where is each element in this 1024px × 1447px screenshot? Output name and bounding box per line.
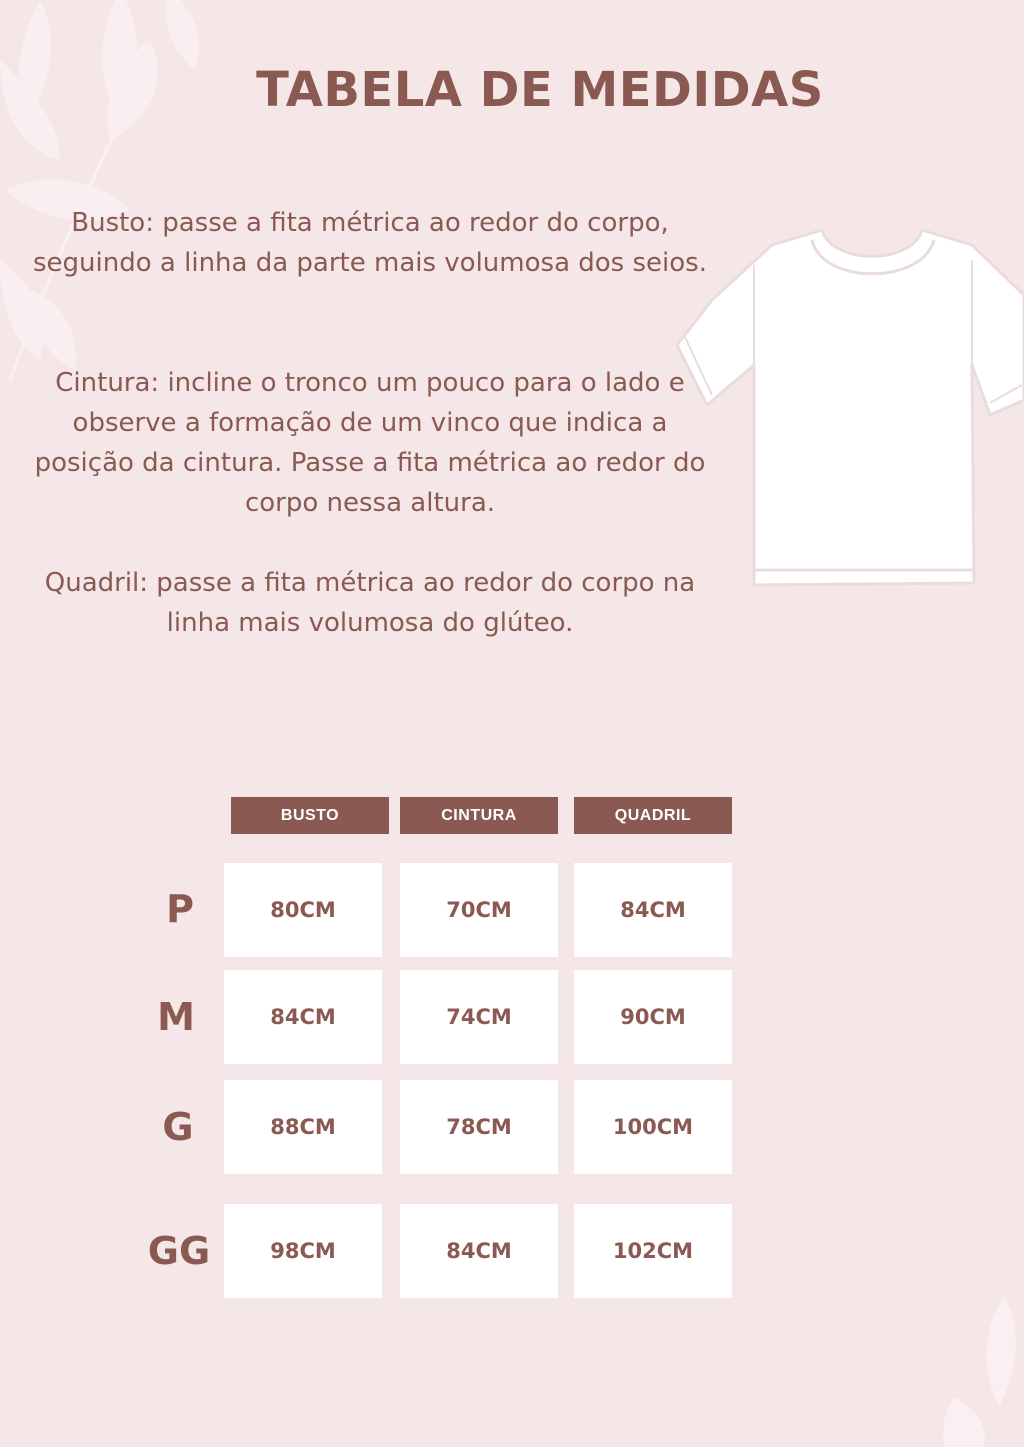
size-label-m: M: [157, 995, 195, 1039]
table-cell: 74CM: [400, 970, 558, 1064]
table-cell: 100CM: [574, 1080, 732, 1174]
table-cell: 102CM: [574, 1204, 732, 1298]
table-cell: 90CM: [574, 970, 732, 1064]
column-header-busto: BUSTO: [231, 797, 389, 834]
table-cell: 78CM: [400, 1080, 558, 1174]
table-cell: 88CM: [224, 1080, 382, 1174]
busto-description: Busto: passe a fita métrica ao redor do corpo, seguindo a linha da parte mais volumosa dos seios.: [33, 208, 707, 278]
table-cell: 84CM: [400, 1204, 558, 1298]
size-label-g: G: [162, 1105, 194, 1149]
cintura-description: Cintura: incline o tronco um pouco para o lado e observe a formação de um vinco que indica a posição da cintura. Passe a fita métrica ao redor do corpo nessa altura.: [34, 368, 706, 518]
table-cell: 98CM: [224, 1204, 382, 1298]
size-label-gg: GG: [147, 1229, 211, 1273]
table-cell: 84CM: [574, 863, 732, 957]
table-cell: 70CM: [400, 863, 558, 957]
quadril-description: Quadril: passe a fita métrica ao redor do corpo na linha mais volumosa do glúteo.: [44, 568, 696, 638]
column-header-quadril: QUADRIL: [574, 797, 732, 834]
page-title: TABELA DE MEDIDAS: [256, 62, 824, 118]
table-cell: 84CM: [224, 970, 382, 1064]
table-cell: 80CM: [224, 863, 382, 957]
column-header-cintura: CINTURA: [400, 797, 558, 834]
tshirt-icon: [672, 225, 1024, 595]
size-label-p: P: [166, 887, 194, 931]
leaf-decoration-icon: [904, 1287, 1024, 1447]
